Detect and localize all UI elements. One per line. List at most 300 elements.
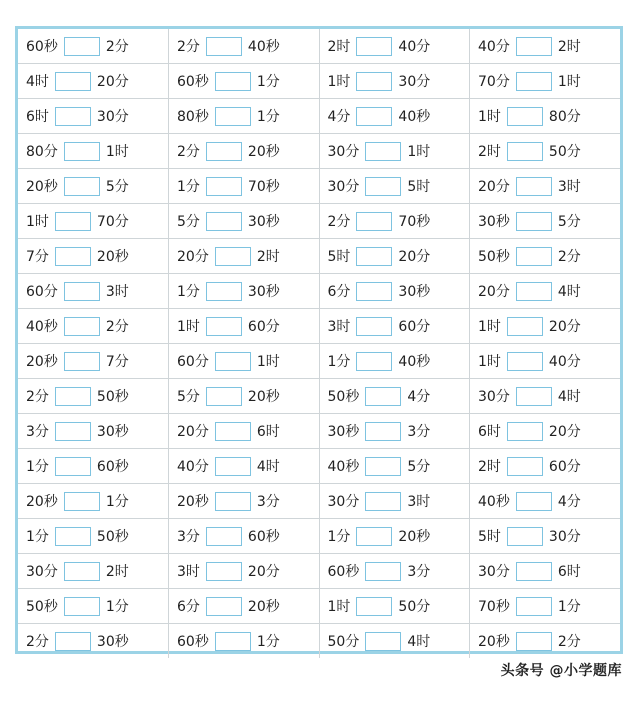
comparison-cell [169, 589, 320, 624]
comparison-cell [169, 484, 320, 519]
comparison-cell [18, 239, 169, 274]
comparison-cell [18, 449, 169, 484]
answer-box[interactable] [365, 632, 401, 651]
answer-box[interactable] [516, 247, 552, 266]
right-quantity: 40秒 [398, 109, 431, 125]
left-quantity: 2分 [177, 39, 200, 55]
comparison-cell [319, 239, 470, 274]
table-row [18, 519, 620, 554]
answer-box[interactable] [55, 527, 91, 546]
footer-watermark: 头条号 @小学题库 [500, 663, 622, 679]
answer-box[interactable] [206, 527, 242, 546]
left-quantity: 4分 [327, 109, 351, 125]
comparison-cell [319, 134, 470, 169]
comparison-item [328, 99, 470, 133]
answer-box[interactable] [64, 317, 100, 336]
answer-box[interactable] [356, 597, 392, 616]
comparison-cell [319, 64, 470, 99]
table-row [18, 29, 620, 64]
table-row [18, 484, 620, 519]
comparison-cell [319, 589, 470, 624]
comparison-item [478, 554, 620, 588]
answer-box[interactable] [215, 422, 251, 441]
answer-box[interactable] [64, 142, 100, 161]
comparison-table-body [18, 29, 620, 658]
right-quantity: 60秒 [96, 459, 129, 475]
answer-box[interactable] [206, 282, 242, 301]
left-quantity: 20分 [478, 284, 510, 300]
left-quantity: 1分 [26, 459, 49, 475]
table-row [18, 309, 620, 344]
table-row [18, 589, 620, 624]
comparison-item [478, 204, 620, 238]
left-quantity: 2分 [327, 214, 351, 230]
table-row [18, 344, 620, 379]
comparison-cell [18, 169, 169, 204]
left-quantity: 2时 [478, 144, 501, 160]
left-quantity: 30分 [327, 179, 360, 195]
answer-box[interactable] [55, 422, 91, 441]
comparison-item [478, 274, 620, 308]
left-quantity: 1分 [26, 529, 49, 545]
comparison-item [328, 379, 470, 413]
right-quantity: 50分 [398, 599, 431, 615]
comparison-item [177, 554, 319, 588]
comparison-cell [169, 554, 320, 589]
right-quantity: 20秒 [247, 389, 280, 405]
right-quantity: 5分 [105, 179, 129, 195]
answer-box[interactable] [365, 422, 401, 441]
comparison-cell [169, 204, 320, 239]
comparison-cell [169, 519, 320, 554]
comparison-item [478, 519, 620, 553]
left-quantity: 70秒 [478, 599, 510, 615]
comparison-cell [470, 134, 621, 169]
comparison-cell [18, 344, 169, 379]
left-quantity: 6分 [327, 284, 351, 300]
answer-box[interactable] [516, 212, 552, 231]
comparison-cell [470, 204, 621, 239]
comparison-cell [169, 99, 320, 134]
answer-box[interactable] [365, 387, 401, 406]
table-row [18, 379, 620, 414]
left-quantity: 1时 [327, 599, 351, 615]
answer-box[interactable] [356, 107, 392, 126]
left-quantity: 60秒 [177, 74, 209, 90]
comparison-cell [470, 169, 621, 204]
comparison-cell [169, 64, 320, 99]
answer-box[interactable] [206, 177, 242, 196]
comparison-item [328, 589, 470, 623]
comparison-item [328, 29, 470, 63]
right-quantity: 1分 [105, 494, 129, 510]
comparison-item [478, 449, 620, 483]
answer-box[interactable] [64, 562, 100, 581]
right-quantity: 70分 [96, 214, 129, 230]
answer-box[interactable] [215, 492, 251, 511]
right-quantity: 20分 [96, 74, 129, 90]
left-quantity: 5时 [478, 529, 501, 545]
answer-box[interactable] [356, 212, 392, 231]
comparison-cell [470, 99, 621, 134]
left-quantity: 40秒 [26, 319, 58, 335]
answer-box[interactable] [206, 37, 242, 56]
answer-box[interactable] [64, 177, 100, 196]
comparison-cell [18, 414, 169, 449]
answer-box[interactable] [356, 72, 392, 91]
comparison-item [478, 64, 620, 98]
right-quantity: 4时 [407, 634, 431, 650]
left-quantity: 1分 [327, 529, 351, 545]
right-quantity: 5分 [557, 214, 581, 230]
comparison-item [177, 99, 319, 133]
left-quantity: 2分 [26, 634, 49, 650]
right-quantity: 60分 [398, 319, 431, 335]
right-quantity: 3分 [407, 424, 431, 440]
comparison-cell [169, 239, 320, 274]
table-row [18, 414, 620, 449]
comparison-item [177, 589, 319, 623]
comparison-cell [319, 624, 470, 659]
answer-box[interactable] [516, 37, 552, 56]
comparison-item [478, 484, 620, 518]
comparison-item [26, 449, 168, 483]
comparison-cell [169, 274, 320, 309]
left-quantity: 1时 [177, 319, 200, 335]
comparison-item [328, 169, 470, 203]
answer-box[interactable] [55, 107, 91, 126]
right-quantity: 30秒 [96, 424, 129, 440]
comparison-cell [319, 484, 470, 519]
comparison-item [177, 29, 319, 63]
answer-box[interactable] [55, 247, 91, 266]
answer-box[interactable] [215, 352, 251, 371]
table-row [18, 169, 620, 204]
answer-box[interactable] [356, 317, 392, 336]
comparison-item [478, 134, 620, 168]
right-quantity: 4时 [557, 284, 581, 300]
right-quantity: 1分 [105, 599, 129, 615]
comparison-item [328, 204, 470, 238]
right-quantity: 60分 [548, 459, 581, 475]
left-quantity: 2时 [327, 39, 351, 55]
comparison-item [478, 624, 620, 658]
left-quantity: 60秒 [26, 39, 58, 55]
right-quantity: 30秒 [398, 284, 431, 300]
comparison-item [177, 204, 319, 238]
comparison-cell [470, 344, 621, 379]
left-quantity: 20秒 [177, 494, 209, 510]
comparison-item [328, 64, 470, 98]
comparison-cell [18, 589, 169, 624]
comparison-item [478, 239, 620, 273]
comparison-item [328, 554, 470, 588]
right-quantity: 1分 [256, 74, 280, 90]
comparison-item [177, 274, 319, 308]
comparison-item [478, 414, 620, 448]
answer-box[interactable] [507, 317, 543, 336]
left-quantity: 5时 [327, 249, 351, 265]
answer-box[interactable] [55, 632, 91, 651]
comparison-cell [169, 309, 320, 344]
answer-box[interactable] [365, 177, 401, 196]
left-quantity: 30秒 [327, 424, 360, 440]
right-quantity: 4时 [256, 459, 280, 475]
right-quantity: 20秒 [247, 599, 280, 615]
comparison-item [177, 64, 319, 98]
right-quantity: 1时 [105, 144, 129, 160]
right-quantity: 5时 [407, 179, 431, 195]
answer-box[interactable] [215, 107, 251, 126]
right-quantity: 30分 [548, 529, 581, 545]
comparison-item [328, 414, 470, 448]
comparison-cell [169, 414, 320, 449]
comparison-item [26, 99, 168, 133]
right-quantity: 1时 [407, 144, 431, 160]
comparison-cell [470, 414, 621, 449]
comparison-cell [18, 134, 169, 169]
answer-box[interactable] [206, 212, 242, 231]
left-quantity: 2时 [478, 459, 501, 475]
comparison-cell [18, 624, 169, 659]
comparison-item [177, 449, 319, 483]
right-quantity: 4分 [557, 494, 581, 510]
table-row [18, 134, 620, 169]
comparison-item [328, 134, 470, 168]
answer-box[interactable] [215, 632, 251, 651]
left-quantity: 6分 [177, 599, 200, 615]
answer-box[interactable] [507, 527, 543, 546]
comparison-item [26, 624, 168, 658]
right-quantity: 3时 [105, 284, 129, 300]
answer-box[interactable] [206, 317, 242, 336]
table-row [18, 64, 620, 99]
right-quantity: 20秒 [247, 144, 280, 160]
comparison-item [328, 624, 470, 658]
answer-box[interactable] [215, 247, 251, 266]
right-quantity: 40秒 [247, 39, 280, 55]
comparison-cell [470, 309, 621, 344]
comparison-item [26, 169, 168, 203]
right-quantity: 30分 [398, 74, 431, 90]
table-row [18, 624, 620, 659]
comparison-item [328, 309, 470, 343]
left-quantity: 5分 [177, 389, 200, 405]
comparison-cell [470, 239, 621, 274]
answer-box[interactable] [64, 37, 100, 56]
answer-box[interactable] [516, 282, 552, 301]
answer-box[interactable] [206, 387, 242, 406]
left-quantity: 60秒 [327, 564, 360, 580]
answer-box[interactable] [215, 72, 251, 91]
comparison-item [26, 134, 168, 168]
right-quantity: 1时 [256, 354, 280, 370]
right-quantity: 50秒 [96, 529, 129, 545]
answer-box[interactable] [516, 562, 552, 581]
answer-box[interactable] [55, 387, 91, 406]
right-quantity: 3分 [407, 564, 431, 580]
left-quantity: 60秒 [177, 634, 209, 650]
comparison-item [328, 484, 470, 518]
comparison-cell [169, 379, 320, 414]
left-quantity: 20秒 [26, 354, 58, 370]
left-quantity: 50秒 [26, 599, 58, 615]
comparison-cell [470, 519, 621, 554]
answer-box[interactable] [516, 492, 552, 511]
answer-box[interactable] [507, 457, 543, 476]
right-quantity: 2时 [256, 249, 280, 265]
comparison-item [26, 554, 168, 588]
comparison-cell [319, 379, 470, 414]
right-quantity: 2分 [105, 39, 129, 55]
left-quantity: 50分 [327, 634, 360, 650]
comparison-item [478, 29, 620, 63]
answer-box[interactable] [64, 282, 100, 301]
answer-box[interactable] [356, 37, 392, 56]
left-quantity: 20秒 [26, 179, 58, 195]
comparison-cell [319, 169, 470, 204]
answer-box[interactable] [516, 597, 552, 616]
left-quantity: 20分 [177, 249, 209, 265]
answer-box[interactable] [516, 387, 552, 406]
right-quantity: 20分 [247, 564, 280, 580]
comparison-item [478, 99, 620, 133]
comparison-cell [470, 589, 621, 624]
comparison-item [26, 309, 168, 343]
answer-box[interactable] [55, 72, 91, 91]
answer-box[interactable] [206, 597, 242, 616]
comparison-cell [319, 344, 470, 379]
comparison-item [478, 169, 620, 203]
left-quantity: 20分 [478, 179, 510, 195]
answer-box[interactable] [365, 492, 401, 511]
left-quantity: 1时 [478, 319, 501, 335]
comparison-item [177, 344, 319, 378]
answer-box[interactable] [516, 72, 552, 91]
comparison-item [177, 239, 319, 273]
comparison-table [18, 29, 620, 658]
comparison-cell [169, 344, 320, 379]
answer-box[interactable] [215, 457, 251, 476]
answer-box[interactable] [356, 352, 392, 371]
left-quantity: 50秒 [327, 389, 360, 405]
right-quantity: 6时 [256, 424, 280, 440]
left-quantity: 1分 [177, 179, 200, 195]
answer-box[interactable] [365, 142, 401, 161]
comparison-cell [319, 519, 470, 554]
comparison-item [177, 624, 319, 658]
right-quantity: 40秒 [398, 354, 431, 370]
comparison-item [177, 169, 319, 203]
left-quantity: 40分 [177, 459, 209, 475]
answer-box[interactable] [516, 177, 552, 196]
answer-box[interactable] [507, 422, 543, 441]
answer-box[interactable] [507, 107, 543, 126]
right-quantity: 20秒 [96, 249, 129, 265]
left-quantity: 3分 [177, 529, 200, 545]
answer-box[interactable] [55, 457, 91, 476]
right-quantity: 40分 [398, 39, 431, 55]
right-quantity: 50秒 [96, 389, 129, 405]
comparison-cell [470, 64, 621, 99]
right-quantity: 40分 [548, 354, 581, 370]
left-quantity: 30分 [26, 564, 58, 580]
answer-box[interactable] [356, 527, 392, 546]
right-quantity: 1分 [557, 599, 581, 615]
answer-box[interactable] [64, 492, 100, 511]
comparison-cell [319, 449, 470, 484]
left-quantity: 1时 [478, 354, 501, 370]
comparison-cell [470, 379, 621, 414]
comparison-item [328, 239, 470, 273]
comparison-cell [18, 379, 169, 414]
answer-box[interactable] [356, 282, 392, 301]
left-quantity: 50秒 [478, 249, 510, 265]
left-quantity: 30分 [478, 389, 510, 405]
comparison-item [26, 29, 168, 63]
left-quantity: 20秒 [478, 634, 510, 650]
answer-box[interactable] [507, 142, 543, 161]
comparison-item [26, 379, 168, 413]
answer-box[interactable] [365, 457, 401, 476]
comparison-item [26, 204, 168, 238]
answer-box[interactable] [64, 597, 100, 616]
left-quantity: 20秒 [26, 494, 58, 510]
table-row [18, 449, 620, 484]
left-quantity: 6时 [478, 424, 501, 440]
comparison-item [328, 274, 470, 308]
comparison-cell [470, 554, 621, 589]
left-quantity: 1时 [26, 214, 49, 230]
left-quantity: 40秒 [478, 494, 510, 510]
left-quantity: 2分 [177, 144, 200, 160]
comparison-item [328, 519, 470, 553]
comparison-cell [18, 64, 169, 99]
answer-box[interactable] [365, 562, 401, 581]
comparison-cell [319, 29, 470, 64]
right-quantity: 7分 [105, 354, 129, 370]
comparison-cell [470, 484, 621, 519]
comparison-cell [470, 449, 621, 484]
comparison-item [177, 414, 319, 448]
comparison-item [478, 309, 620, 343]
right-quantity: 50分 [548, 144, 581, 160]
answer-box[interactable] [64, 352, 100, 371]
comparison-cell [169, 134, 320, 169]
comparison-item [478, 589, 620, 623]
right-quantity: 1分 [256, 109, 280, 125]
comparison-item [177, 134, 319, 168]
answer-box[interactable] [206, 562, 242, 581]
right-quantity: 5分 [407, 459, 431, 475]
right-quantity: 2分 [105, 319, 129, 335]
comparison-item [26, 344, 168, 378]
answer-box[interactable] [55, 212, 91, 231]
comparison-item [177, 379, 319, 413]
left-quantity: 1时 [478, 109, 501, 125]
right-quantity: 20分 [548, 319, 581, 335]
comparison-cell [18, 204, 169, 239]
answer-box[interactable] [507, 352, 543, 371]
table-row [18, 239, 620, 274]
answer-box[interactable] [356, 247, 392, 266]
comparison-cell [319, 99, 470, 134]
right-quantity: 3时 [557, 179, 581, 195]
right-quantity: 3时 [407, 494, 431, 510]
answer-box[interactable] [206, 142, 242, 161]
right-quantity: 20分 [548, 424, 581, 440]
answer-box[interactable] [516, 632, 552, 651]
